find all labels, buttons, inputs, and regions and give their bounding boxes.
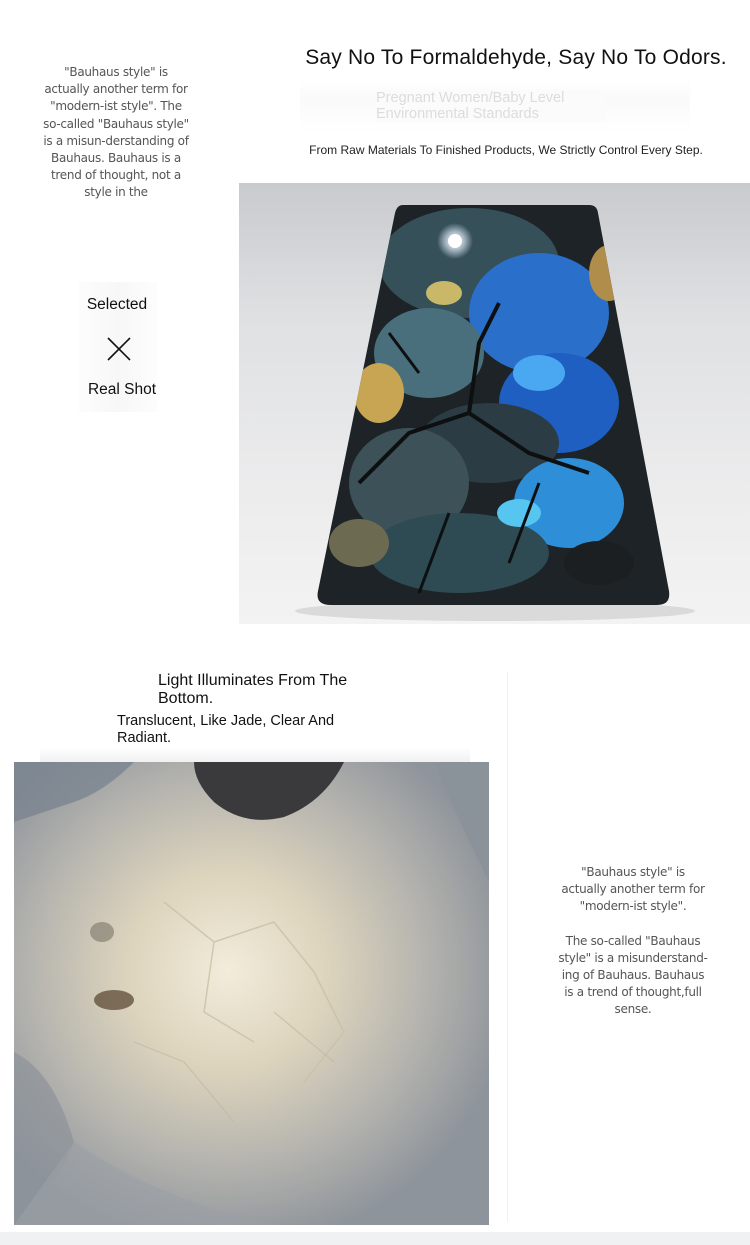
labradorite-slab-image <box>239 183 750 624</box>
selected-label: Selected <box>86 296 148 313</box>
feature-description: Translucent, Like Jade, Clear And Radiant. <box>117 713 335 746</box>
real-shot-label: Real Shot <box>87 381 157 398</box>
feature-side-text-2: The so-called "Bauhaus style" is a misunderstand-ing of Bauhaus. Bauhaus is a trend of thought,full sense. <box>558 933 708 1017</box>
feature-side-text-1: "Bauhaus style" is actually another term for "modern-ist style". <box>561 865 705 914</box>
feature-side-text <box>558 864 708 1019</box>
vertical-divider <box>507 672 508 1222</box>
translucent-stone-image <box>14 762 489 1225</box>
page-heading: Say No To Formaldehyde, Say No To Odors. <box>305 46 727 69</box>
stone-table-photo <box>239 183 750 624</box>
backlit-stone-photo <box>14 762 489 1225</box>
intro-side-text: "Bauhaus style" is actually another term for "modern-ist style". The so-called "Bauhaus style" is a misun-derstanding of Bauhaus. Bauhaus is a trend of thought, not a style in the <box>43 65 189 200</box>
environment-standard-label: Pregnant Women/Baby Level Environmental Standards <box>376 90 606 122</box>
feature-title: Light Illuminates From The Bottom. <box>158 672 348 707</box>
page-subheading: From Raw Materials To Finished Products, We Strictly Control Every Step. <box>309 143 703 157</box>
bottom-bar <box>0 1232 750 1245</box>
close-x-icon <box>106 336 132 362</box>
divider-shadow <box>40 748 470 762</box>
